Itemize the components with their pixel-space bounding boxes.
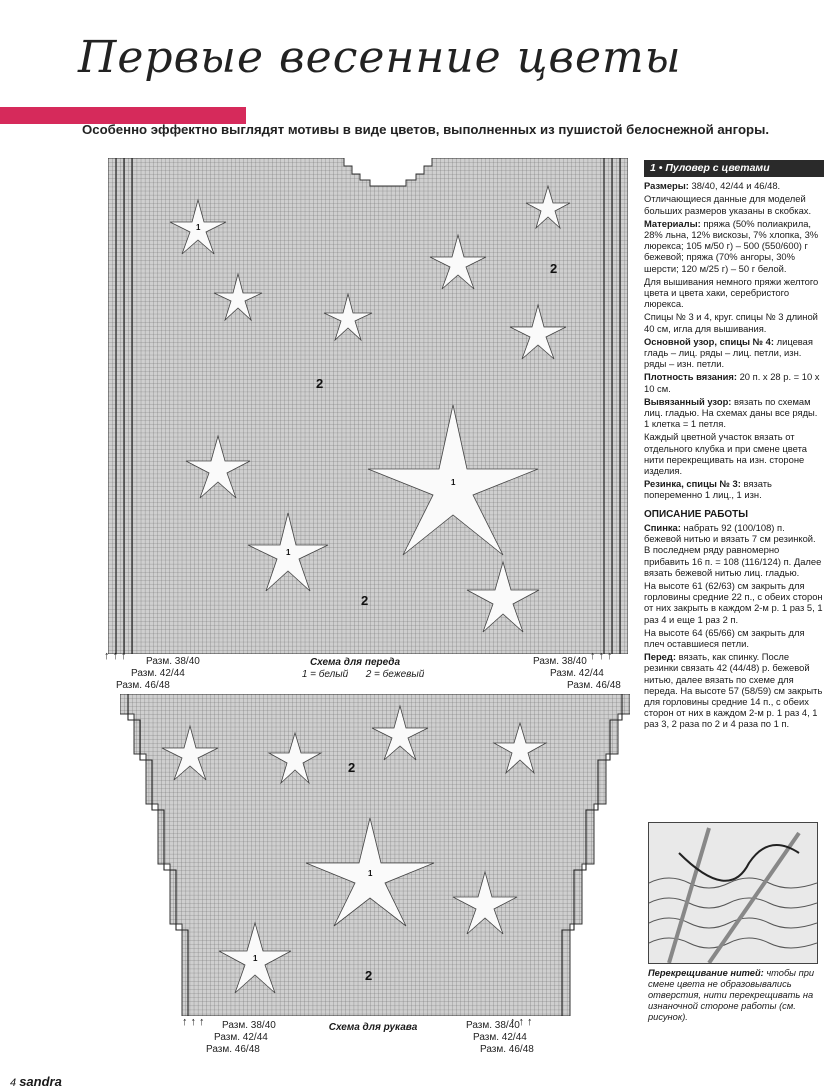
page-subtitle: Особенно эффектно выглядят мотивы в виде цветов, выполненных из пушистой белоснежной ангоры. (82, 122, 769, 137)
front-size-label-42: Разм. 42/44 (131, 668, 185, 679)
page-number: 4 (10, 1077, 17, 1089)
front-size-arrows-left: ↑↑↑ (104, 650, 130, 662)
sleeve-colour-number-1: 1 (253, 954, 258, 963)
sleeve-size-label-42: Разм. 42/44 (214, 1032, 268, 1043)
work-header: ОПИСАНИЕ РАБОТЫ (644, 508, 749, 520)
instructions-column (644, 160, 824, 732)
sizes-paragraph: Размеры: 38/40, 42/44 и 46/48. (644, 180, 781, 192)
sleeve-size-label-46: Разм. 46/48 (206, 1044, 260, 1055)
color-note-paragraph: Каждый цветной участок вязать от отдельного клубка и при смене цвета нити перекрещивать на изн. стороне изделия. (644, 431, 807, 477)
sleeve-colour-number-1: 1 (368, 869, 373, 878)
front-colour-number-1: 1 (451, 478, 456, 487)
rib-paragraph: Резинка, спицы № 3: вязать попеременно 1 лиц., 1 изн. (644, 478, 772, 501)
illustration-caption: Перекрещивание нитей: чтобы при смене цвета не образовывались отверстия, нити перекрещивать на изнаночной стороне работы (см. рисунок). (648, 968, 815, 1022)
shoulders-paragraph: На высоте 64 (65/66) см закрыть для плеч оставшиеся петли. (644, 626, 805, 649)
front-colour-number-2: 2 (361, 593, 369, 608)
pattern-header: 1 • Пуловер с цветами (644, 160, 824, 177)
neck-paragraph: На высоте 61 (62/63) см закрыть для горловины средние 22 п., с обеих сторон от них закрыть в каждом 2-м р. 1 раз 5, 1 раз 4 и еще 1 раз 2 п. (644, 579, 823, 625)
front-colour-number-2: 2 (550, 261, 558, 276)
front-size-arrows-right: ↑↑↑ (590, 650, 616, 662)
pattern-paragraph: Основной узор, спицы № 4: лицевая гладь – лиц. ряды – лиц. петли, изн. ряды – изн. петли. (644, 335, 813, 370)
front-colour-number-2: 2 (316, 376, 324, 391)
sleeve-size-label-38: Разм. 38/40 (222, 1020, 276, 1031)
materials-paragraph: Материалы: пряжа (50% полиакрила, 28% льна, 12% вискозы, 7% хлопка, 3% люрекса; 105 м/50 г) – 500 (550/600) г бежевой; пряжа (70% ангоры, 30% шерсти; 120 м/25 г) – 50 г белой. (644, 217, 819, 274)
needles-paragraph: Спицы № 3 и 4, круг. спицы № 3 длиной 40 см, игла для вышивания. (644, 311, 818, 334)
front-legend-beige: 2 = бежевый (365, 669, 425, 680)
sleeve-knitting-chart (120, 694, 630, 1016)
front-legend-white: 1 = белый (301, 669, 349, 680)
sleeve-size-arrows-right: ↑↑↑ (510, 1016, 536, 1028)
front-size-label-42-right: Разм. 42/44 (550, 668, 604, 679)
front-knitting-chart (108, 158, 628, 654)
knit-paragraph: Вывязанный узор: вязать по схемам лиц. гладью. На схемах даны все ряды. 1 клетка = 1 петля. (644, 395, 818, 430)
sleeve-colour-number-2: 2 (365, 968, 373, 983)
brand-logo: sandra (19, 1074, 62, 1089)
front-paragraph: Перед: вязать, как спинку. После резинки связать 42 (44/48) р. бежевой нитью, далее вязать по схеме для переда. На высоте 57 (58/59) см закрыть для горловины средние 14 п., с обеих сторон от них в каждом 2-м р. 1 раз 4, 1 раз 3, 2 раза по 2 и 4 раза по 1 п. (644, 651, 823, 730)
back-paragraph: Спинка: набрать 92 (100/108) п. бежевой нитью и вязать 7 см резинкой. В последнем ряду равномерно прибавить 16 п. = 108 (116/124) п. Далее вязать бежевой нитью лиц. гладью. (644, 521, 822, 578)
front-colour-number-1: 1 (196, 223, 201, 232)
front-chart-body (108, 158, 628, 654)
front-colour-number-1: 1 (286, 548, 291, 557)
sizes-note: Отличающиеся данные для моделей больших размеров указаны в скобках. (644, 193, 812, 216)
front-size-label-46: Разм. 46/48 (116, 680, 170, 691)
sleeve-size-label-38-right: Разм. 38/40 (466, 1020, 520, 1031)
front-size-label-38-right: Разм. 38/40 (533, 656, 587, 667)
front-size-label-38: Разм. 38/40 (146, 656, 200, 667)
front-legend-title: Схема для переда (309, 657, 401, 668)
yarn-crossing-illustration (648, 822, 818, 964)
embroidery-paragraph: Для вышивания немного пряжи желтого цвета и цвета хаки, серебристого люрекса. (644, 275, 819, 310)
sleeve-legend-title: Схема для рукава (328, 1022, 418, 1033)
sleeve-size-label-46-right: Разм. 46/48 (480, 1044, 534, 1055)
front-size-label-46-right: Разм. 46/48 (567, 680, 621, 691)
density-paragraph: Плотность вязания: 20 п. х 28 р. = 10 х 10 см. (644, 371, 820, 394)
page-footer (10, 1074, 62, 1089)
sleeve-colour-number-2: 2 (348, 760, 356, 775)
sleeve-size-label-42-right: Разм. 42/44 (473, 1032, 527, 1043)
page-title: Первые весенние цветы (78, 32, 682, 83)
sleeve-size-arrows-left: ↑↑↑ (182, 1016, 208, 1028)
